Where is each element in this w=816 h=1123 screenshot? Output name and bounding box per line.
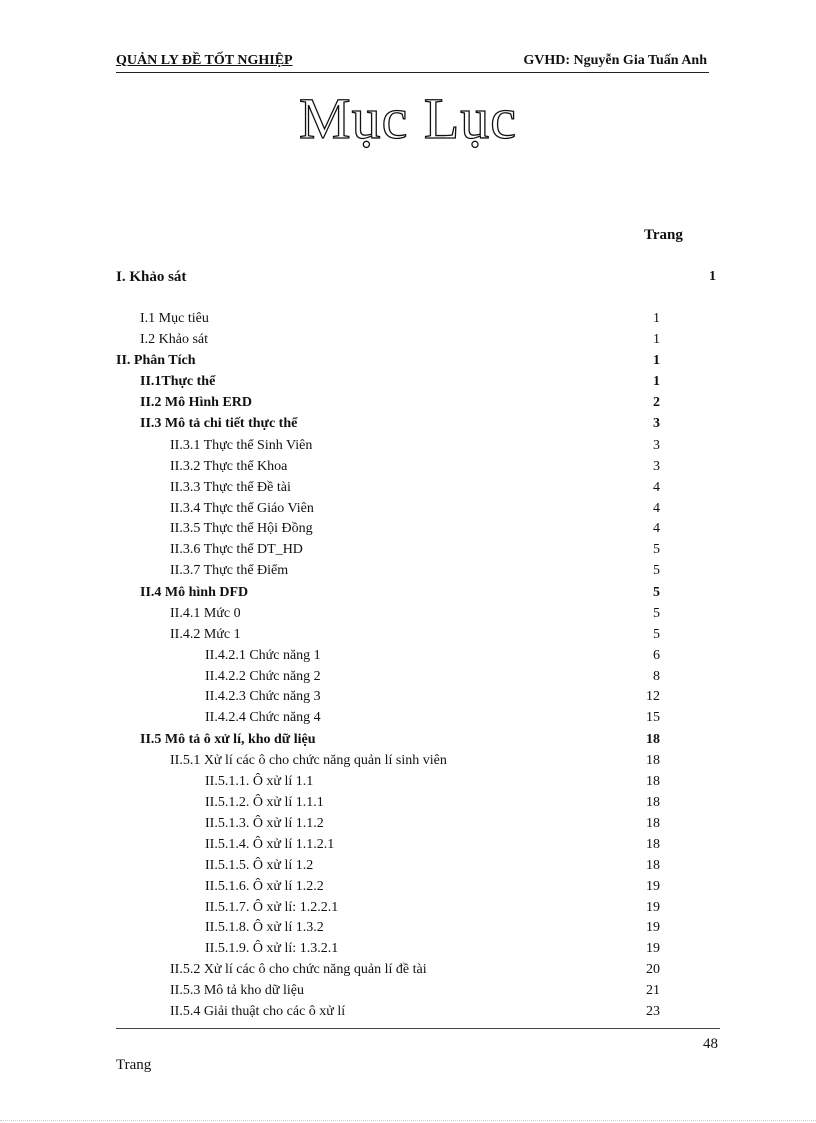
page-title: Mục Lục — [299, 86, 517, 151]
toc-entry — [0, 900, 816, 920]
toc-entry-page: 1 — [653, 353, 660, 368]
toc-entry — [0, 983, 816, 1003]
toc-entry — [0, 395, 816, 415]
toc-entry — [0, 732, 816, 752]
toc-entry-label: II.5.1 Xử lí các ô cho chức năng quản lí sinh viên — [170, 753, 447, 768]
toc-entry-label: I.1 Mục tiêu — [140, 311, 209, 326]
toc-entry — [0, 1004, 816, 1024]
toc-entry — [0, 795, 816, 815]
toc-entry-page: 19 — [646, 879, 660, 894]
footer-divider — [116, 1028, 720, 1029]
toc-entry-page: 2 — [653, 395, 660, 410]
toc-entry-label: II.3.3 Thực thể Đề tài — [170, 480, 291, 495]
toc-entry-page: 12 — [646, 689, 660, 704]
page-number: 48 — [703, 1036, 718, 1052]
header-supervisor: GVHD: Nguyễn Gia Tuấn Anh — [523, 53, 707, 68]
footer-label: Trang — [116, 1057, 152, 1073]
toc-entry-label: II.5.1.7. Ô xử lí: 1.2.2.1 — [205, 900, 339, 915]
toc-entry — [0, 606, 816, 626]
toc-entry — [0, 710, 816, 730]
toc-entry — [0, 585, 816, 605]
toc-entry — [0, 669, 816, 689]
toc-entry — [0, 816, 816, 836]
toc-entry-page: 18 — [646, 732, 660, 747]
toc-entry — [0, 879, 816, 899]
toc-entry — [0, 269, 816, 289]
toc-entry-page: 19 — [646, 920, 660, 935]
toc-entry — [0, 837, 816, 857]
toc-entry-page: 18 — [646, 816, 660, 831]
toc-entry-label: II.4 Mô hình DFD — [140, 585, 249, 600]
toc-entry-page: 19 — [646, 941, 660, 956]
toc-entry — [0, 501, 816, 521]
toc-entry-label: II.4.1 Mức 0 — [170, 606, 241, 621]
toc-entry-label: II.5 Mô tả ô xử lí, kho dữ liệu — [140, 732, 316, 747]
toc-entry — [0, 459, 816, 479]
toc-entry — [0, 374, 816, 394]
toc-entry — [0, 353, 816, 373]
toc-entry — [0, 941, 816, 961]
toc-entry-label: II.5.3 Mô tả kho dữ liệu — [170, 983, 304, 998]
toc-entry — [0, 332, 816, 352]
page-edge — [0, 1120, 816, 1121]
header-document-title: QUẢN LY ĐỀ TỐT NGHIỆP — [116, 53, 293, 68]
toc-entry-page: 23 — [646, 1004, 660, 1019]
toc-entry-page: 18 — [646, 837, 660, 852]
toc-entry-page: 18 — [646, 753, 660, 768]
toc-entry-label: II.3.2 Thực thể Khoa — [170, 459, 288, 474]
toc-entry-page: 3 — [653, 438, 660, 453]
toc-entry — [0, 438, 816, 458]
toc-entry-label: I.2 Khảo sát — [140, 332, 209, 347]
toc-entry-page: 5 — [653, 585, 660, 600]
toc-entry-page: 21 — [646, 983, 660, 998]
toc-entry-label: II.3.1 Thực thể Sinh Viên — [170, 438, 313, 453]
toc-entry-page: 20 — [646, 962, 660, 977]
toc-entry — [0, 648, 816, 668]
toc-entry — [0, 627, 816, 647]
toc-entry-label: II.5.1.2. Ô xử lí 1.1.1 — [205, 795, 324, 810]
toc-entry — [0, 753, 816, 773]
toc-entry-label: II.5.2 Xử lí các ô cho chức năng quản lí đề tài — [170, 962, 427, 977]
toc-entry — [0, 416, 816, 436]
toc-entry — [0, 542, 816, 562]
toc-entry-label: II.3.6 Thực thể DT_HD — [170, 542, 303, 557]
toc-entry-page: 4 — [653, 521, 660, 536]
toc-entry-page: 8 — [653, 669, 660, 684]
toc-entry-page: 18 — [646, 795, 660, 810]
toc-entry-page: 15 — [646, 710, 660, 725]
toc-entry-page: 5 — [653, 563, 660, 578]
toc-entry-page: 5 — [653, 627, 660, 642]
toc-entry-label: II.5.1.5. Ô xử lí 1.2 — [205, 858, 314, 873]
toc-entry-page: 4 — [653, 480, 660, 495]
toc-entry-label: II.1Thực thể — [140, 374, 216, 389]
toc-entry-page: 4 — [653, 501, 660, 516]
toc-entry-label: II. Phân Tích — [116, 353, 196, 368]
toc-entry-label: II.5.1.3. Ô xử lí 1.1.2 — [205, 816, 324, 831]
toc-entry-label: II.3.7 Thực thể Điểm — [170, 563, 289, 578]
toc-entry-label: II.5.1.9. Ô xử lí: 1.3.2.1 — [205, 941, 339, 956]
toc-entry-page: 3 — [653, 459, 660, 474]
toc-entry-label: II.4.2.3 Chức năng 3 — [205, 689, 321, 704]
toc-entry-label: II.3 Mô tả chi tiết thực thể — [140, 416, 298, 431]
toc-entry-label: II.3.4 Thực thể Giáo Viên — [170, 501, 314, 516]
toc-entry-page: 1 — [653, 311, 660, 326]
toc-entry-page: 5 — [653, 542, 660, 557]
toc-entry-label: II.5.1.1. Ô xử lí 1.1 — [205, 774, 314, 789]
toc-entry-label: II.5.1.4. Ô xử lí 1.1.2.1 — [205, 837, 335, 852]
toc-entry-label: II.4.2 Mức 1 — [170, 627, 241, 642]
page-header — [116, 52, 709, 73]
toc-entry-label: II.5.1.6. Ô xử lí 1.2.2 — [205, 879, 324, 894]
toc-entry-page: 18 — [646, 858, 660, 873]
toc-entry-page: 18 — [646, 774, 660, 789]
toc-entry — [0, 858, 816, 878]
page-column-label: Trang — [644, 227, 683, 243]
toc-entry-page: 3 — [653, 416, 660, 431]
toc-entry-label: II.5.4 Giải thuật cho các ô xử lí — [170, 1004, 346, 1019]
toc-entry-label: II.4.2.1 Chức năng 1 — [205, 648, 321, 663]
toc-entry — [0, 311, 816, 331]
toc-entry — [0, 563, 816, 583]
toc-entry — [0, 521, 816, 541]
toc-entry-label: II.4.2.2 Chức năng 2 — [205, 669, 321, 684]
toc-entry-label: II.4.2.4 Chức năng 4 — [205, 710, 321, 725]
toc-entry-page: 1 — [653, 332, 660, 347]
toc-entry-page: 1 — [709, 269, 716, 284]
toc-entry — [0, 774, 816, 794]
toc-entry-page: 1 — [653, 374, 660, 389]
toc-entry-page: 6 — [653, 648, 660, 663]
toc-entry — [0, 920, 816, 940]
toc-entry-page: 19 — [646, 900, 660, 915]
toc-entry-label: I. Khảo sát — [116, 269, 187, 285]
toc-entry-page: 5 — [653, 606, 660, 621]
toc-entry-label: II.3.5 Thực thể Hội Đồng — [170, 521, 313, 536]
toc-entry-label: II.5.1.8. Ô xử lí 1.3.2 — [205, 920, 324, 935]
toc-entry — [0, 689, 816, 709]
toc-entry-label: II.2 Mô Hình ERD — [140, 395, 253, 410]
toc-entry — [0, 480, 816, 500]
toc-entry — [0, 962, 816, 982]
